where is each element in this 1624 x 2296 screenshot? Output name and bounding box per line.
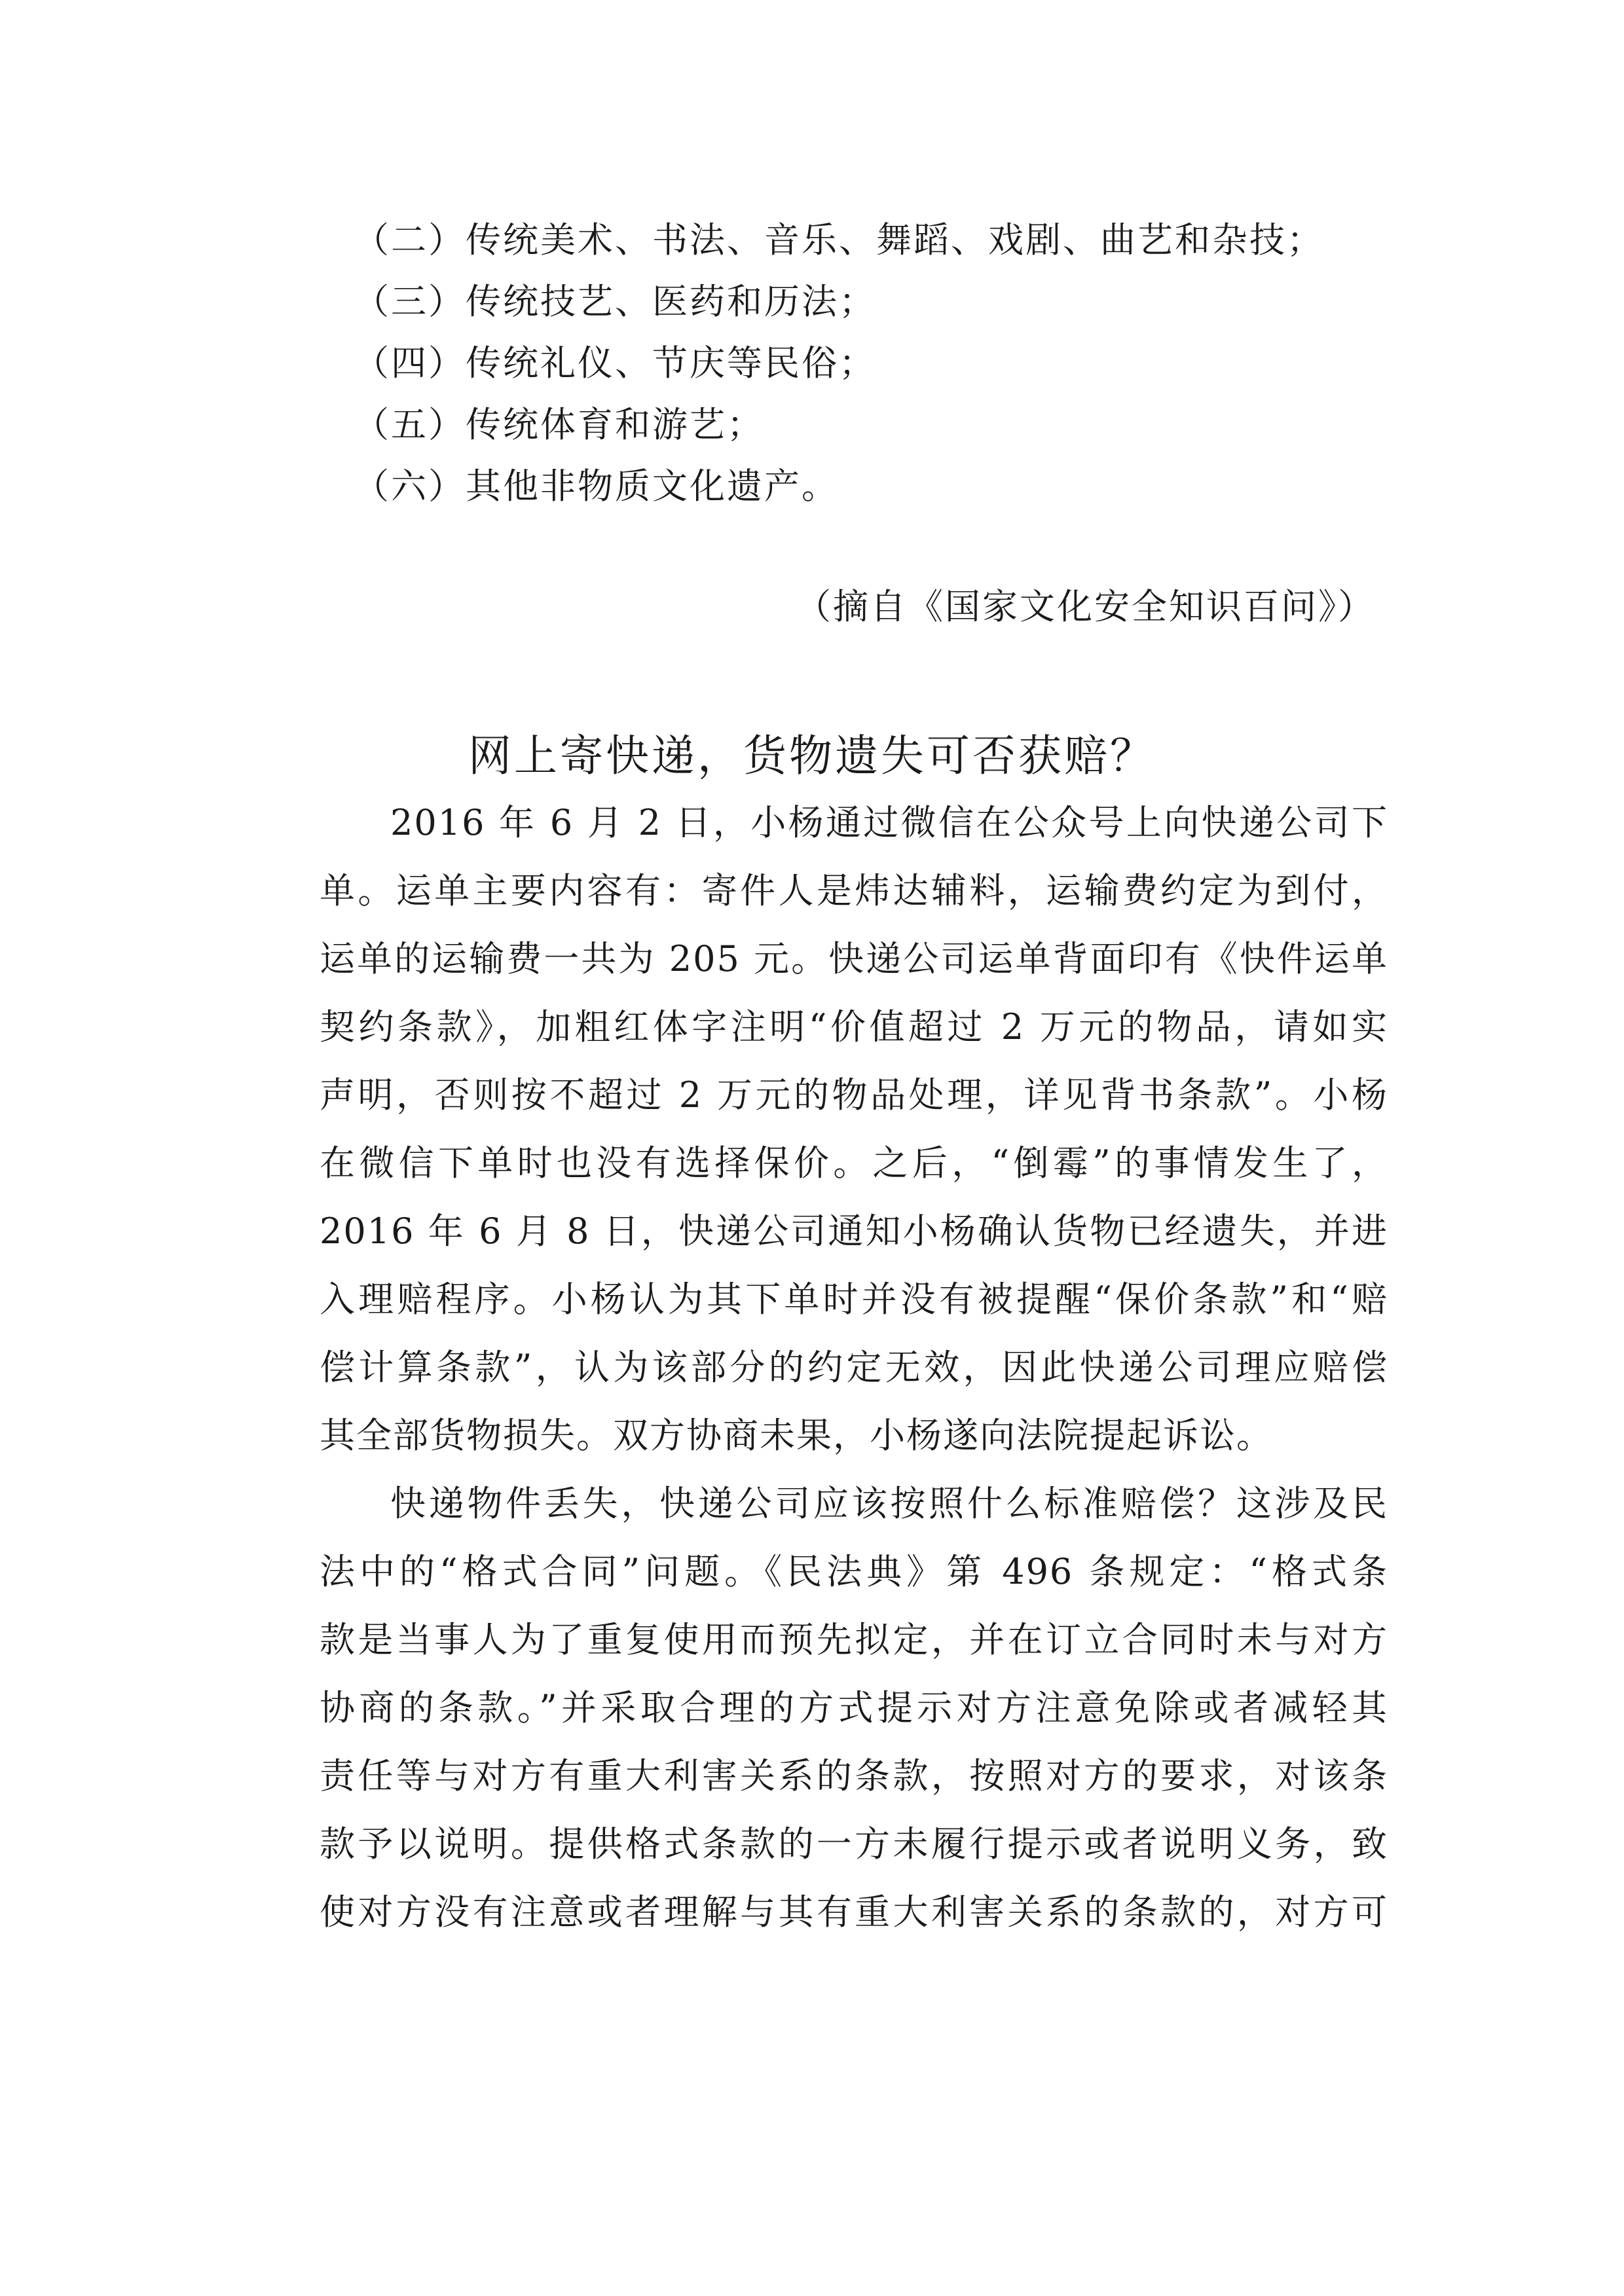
list-item: （三）传统技艺、医药和历法； xyxy=(354,281,876,322)
paragraph-analysis xyxy=(249,1470,1388,1946)
article-title: 网上寄快递，货物遗失可否获赔？ xyxy=(468,731,1156,781)
text-line: 契约条款》，加粗红体字注明“价值超过 2 万元的物品，请如实 xyxy=(320,1006,1388,1048)
text-line: 2016 年 6 月 8 日，快递公司通知小杨确认货物已经遗失，并进 xyxy=(320,1211,1388,1252)
text-line: 款予以说明。提供格式条款的一方未履行提示或者说明义务，致 xyxy=(320,1823,1388,1865)
text-line: 责任等与对方有重大利害关系的条款，按照对方的要求，对该条 xyxy=(320,1755,1388,1796)
text-line: 其全部货物损失。双方协商未果，小杨遂向法院提起诉讼。 xyxy=(320,1415,1273,1456)
text-line: 款是当事人为了重复使用而预先拟定，并在订立合同时未与对方 xyxy=(320,1619,1388,1660)
heritage-category-list xyxy=(354,210,1414,517)
text-line: 快递物件丢失，快递公司应该按照什么标准赔偿？这涉及民 xyxy=(390,1483,1388,1524)
text-line: 运单的运输费一共为 205 元。快递公司运单背面印有《快件运单 xyxy=(320,938,1388,979)
text-line: 入理赔程序。小杨认为其下单时并没有被提醒“保价条款”和“赔 xyxy=(320,1279,1388,1320)
text-line: 在微信下单时也没有选择保价。之后，“倒霉”的事情发生了， xyxy=(320,1142,1388,1184)
paragraph-case xyxy=(249,789,1388,1470)
text-line: 单。运单主要内容有：寄件人是炜达辅料，运输费约定为到付， xyxy=(320,870,1388,911)
list-item: （六）其他非物质文化遗产。 xyxy=(354,465,839,507)
text-line: 协商的条款。”并采取合理的方式提示对方注意免除或者减轻其 xyxy=(320,1687,1388,1728)
list-item: （二）传统美术、书法、音乐、舞蹈、戏剧、曲艺和杂技； xyxy=(354,219,1324,261)
text-line: 法中的“格式合同”问题。《民法典》第 496 条规定：“格式条 xyxy=(320,1551,1388,1592)
text-line: 2016 年 6 月 2 日，小杨通过微信在公众号上向快递公司下 xyxy=(390,802,1388,843)
text-line: 声明，否则按不超过 2 万元的物品处理，详见背书条款”。小杨 xyxy=(320,1074,1388,1116)
source-citation: （摘自《国家文化安全知识百问》） xyxy=(796,586,1375,627)
list-item: （五）传统体育和游艺； xyxy=(354,404,764,445)
article-body xyxy=(249,789,1388,1946)
list-item: （四）传统礼仪、节庆等民俗； xyxy=(354,342,876,384)
text-line: 使对方没有注意或者理解与其有重大利害关系的条款的，对方可 xyxy=(320,1891,1388,1933)
text-line: 偿计算条款”，认为该部分的约定无效，因此快递公司理应赔偿 xyxy=(320,1347,1388,1388)
